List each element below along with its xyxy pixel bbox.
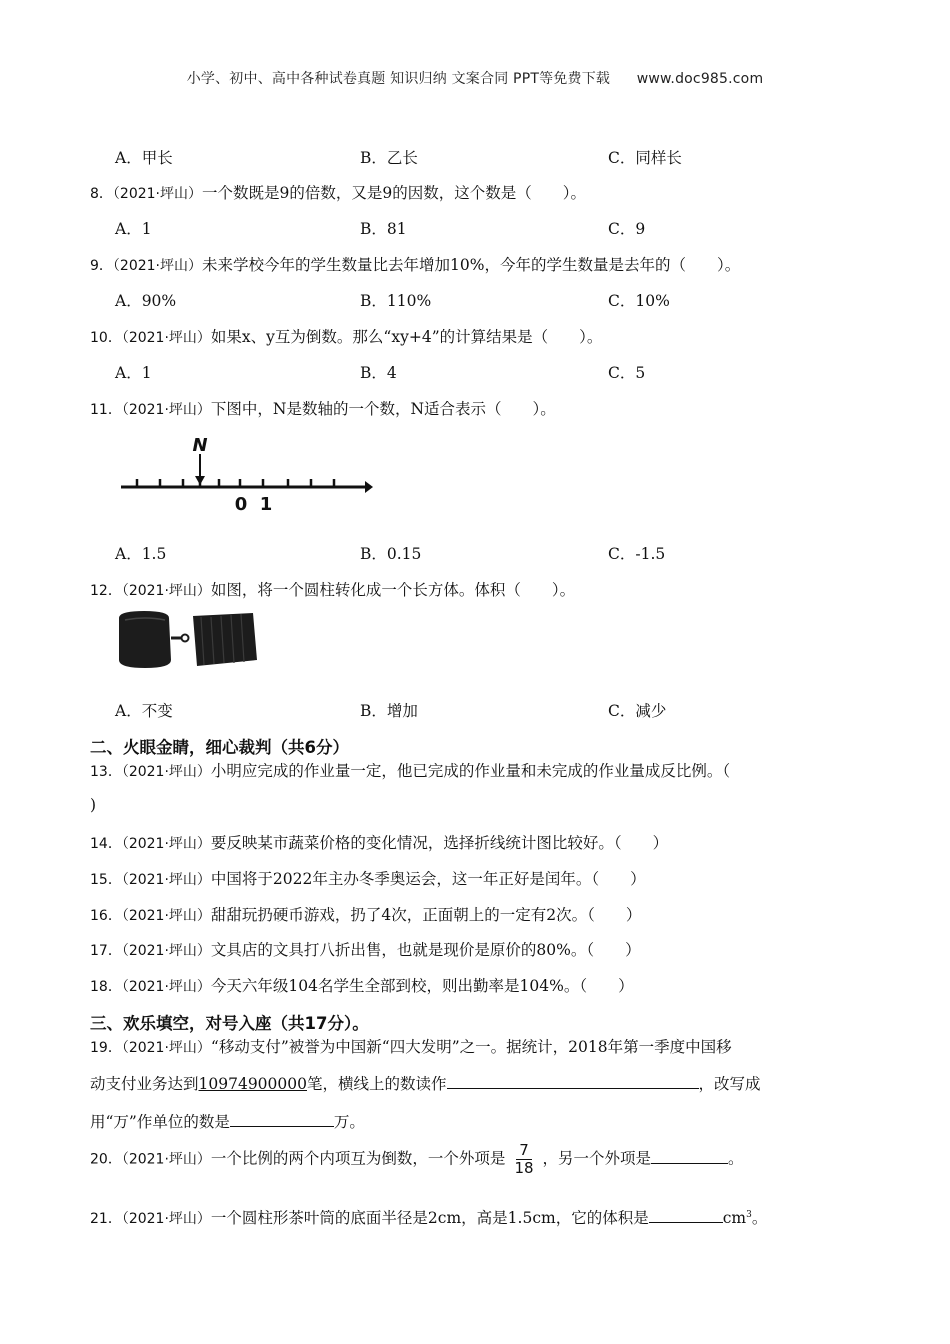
q10-options (115, 361, 815, 383)
question-12 (90, 578, 575, 600)
unit-cm: cm (722, 1209, 747, 1227)
label-zero: 0 (234, 494, 248, 515)
question-21 (90, 1206, 767, 1228)
question-13-continued (90, 796, 96, 814)
question-text: 今天六年级104名学生全部到校，则出勤率是104%。（ ） (210, 977, 634, 995)
question-text: 要反映某市蔬菜价格的变化情况，选择折线统计图比较好。（ ） (210, 834, 669, 852)
option-a: A．1 (115, 220, 152, 238)
question-19 (90, 1035, 732, 1057)
option-c: C．减少 (608, 702, 667, 720)
q7-options (115, 146, 815, 168)
question-source: （2021·坪山） (121, 1211, 211, 1227)
option-c: C．-1.5 (608, 545, 666, 563)
label-one: 1 (259, 494, 273, 515)
question-source: （2021·坪山） (121, 402, 211, 418)
question-text: 下图中，N是数轴的一个数，N适合表示（ ）。 (210, 400, 556, 418)
question-number: 16． (90, 908, 122, 924)
option-c: C．同样长 (608, 149, 682, 167)
header-site-link[interactable]: www.doc985.com (636, 71, 764, 87)
question-13 (90, 759, 730, 781)
unit-exponent: 3 (746, 1209, 752, 1220)
option-b: B．81 (360, 220, 407, 238)
option-c: C．5 (608, 364, 646, 382)
option-c: C．9 (608, 220, 646, 238)
question-number: 15． (90, 872, 122, 888)
answer-blank-outer-term[interactable] (651, 1147, 728, 1164)
option-b: B．4 (360, 364, 397, 382)
n-pointer-arrowhead-icon (195, 476, 205, 485)
question-source: （2021·坪山） (112, 186, 203, 202)
question-text: ，改写成 (698, 1075, 761, 1093)
answer-paren-close: ) (90, 796, 97, 814)
number-line-arrow-icon (365, 481, 373, 493)
question-number: 19． (90, 1040, 122, 1056)
question-14 (90, 831, 668, 853)
question-text: 用“万”作单位的数是 (90, 1113, 230, 1131)
question-text: 如果x、y互为倒数。那么“xy+4”的计算结果是（ ）。 (210, 328, 603, 346)
question-source: （2021·坪山） (121, 1040, 211, 1056)
question-17 (90, 938, 641, 960)
option-a: A．1.5 (115, 545, 167, 563)
fraction-denominator: 18 (514, 1159, 534, 1177)
option-a: A．不变 (115, 702, 173, 720)
question-19-line-3 (90, 1110, 365, 1132)
cylinder-shape (119, 611, 171, 668)
question-source: （2021·坪山） (121, 872, 211, 888)
question-text: 一个比例的两个内项互为倒数，一个外项是 (210, 1149, 506, 1168)
number-line-figure (115, 430, 380, 520)
q9-options (115, 289, 815, 311)
page-header (0, 68, 950, 88)
question-11 (90, 397, 556, 419)
question-source: （2021·坪山） (121, 836, 211, 852)
section-3-title: 三、欢乐填空，对号入座（共17分）。 (90, 1014, 369, 1033)
question-source: （2021·坪山） (121, 764, 211, 780)
question-text: 甜甜玩扔硬币游戏，扔了4次，正面朝上的一定有2次。（ ） (210, 906, 642, 924)
fraction-7-18 (511, 1142, 536, 1177)
cylinder-to-cuboid-figure (115, 608, 265, 673)
question-text: 一个圆柱形茶叶筒的底面半径是2cm，高是1.5cm，它的体积是 (210, 1209, 649, 1227)
question-19-line-2 (90, 1072, 761, 1094)
option-a: A．甲长 (115, 149, 173, 167)
question-source: （2021·坪山） (121, 583, 211, 599)
question-text: 。 (751, 1209, 768, 1227)
question-number: 10． (90, 330, 122, 346)
question-9 (90, 253, 740, 275)
question-source: （2021·坪山） (121, 1151, 211, 1168)
option-a: A．1 (115, 364, 152, 382)
question-source: （2021·坪山） (121, 908, 211, 924)
question-15 (90, 867, 646, 889)
question-number: 11． (90, 402, 122, 418)
question-number: 14． (90, 836, 122, 852)
question-16 (90, 903, 641, 925)
question-number: 13． (90, 764, 122, 780)
answer-blank-read[interactable] (447, 1072, 699, 1089)
q12-options (115, 699, 815, 721)
answer-blank-volume[interactable] (649, 1206, 723, 1223)
option-a: A．90% (115, 292, 177, 310)
option-b: B．0.15 (360, 545, 422, 563)
question-number: 8． (90, 186, 113, 202)
question-text: 未来学校今年的学生数量比去年增加10%，今年的学生数量是去年的（ ）。 (202, 256, 741, 274)
transform-arrow-dot-icon (182, 635, 189, 642)
question-text: ，另一个外项是 (542, 1149, 652, 1168)
question-number: 12． (90, 583, 122, 599)
header-text: 小学、初中、高中各种试卷真题 知识归纳 文案合同 PPT等免费下载 (186, 71, 611, 87)
option-b: B．增加 (360, 702, 418, 720)
question-text: 如图，将一个圆柱转化成一个长方体。体积（ ）。 (210, 581, 576, 599)
underlined-number: 10974900000 (198, 1075, 307, 1093)
question-number: 20． (90, 1151, 122, 1168)
section-2-title: 二、火眼金睛，细心裁判（共6分） (90, 738, 349, 757)
option-c: C．10% (608, 292, 670, 310)
label-n: N (192, 435, 208, 456)
question-text: 文具店的文具打八折出售，也就是现价是原价的80%。（ ） (210, 941, 641, 959)
question-text: 笔，横线上的数读作 (307, 1075, 447, 1093)
question-text: 一个数既是9的倍数，又是9的因数，这个数是（ ）。 (202, 184, 586, 202)
question-number: 21． (90, 1211, 122, 1227)
question-18 (90, 974, 634, 996)
question-10 (90, 325, 602, 347)
question-source: （2021·坪山） (121, 943, 211, 959)
question-text: 小明应完成的作业量一定，他已完成的作业量和未完成的作业量成反比例。（ (210, 762, 731, 780)
answer-blank-wan[interactable] (230, 1110, 334, 1127)
question-source: （2021·坪山） (121, 330, 211, 346)
question-number: 9． (90, 258, 113, 274)
question-text: 。 (728, 1149, 744, 1168)
question-8 (90, 181, 586, 203)
q8-options (115, 217, 815, 239)
option-b: B．110% (360, 292, 432, 310)
question-number: 17． (90, 943, 122, 959)
question-text: “移动支付”被誉为中国新“四大发明”之一。据统计，2018年第一季度中国移 (210, 1038, 732, 1056)
question-source: （2021·坪山） (112, 258, 203, 274)
question-text: 万。 (333, 1113, 365, 1131)
question-number: 18． (90, 979, 122, 995)
question-20 (90, 1142, 744, 1177)
option-b: B．乙长 (360, 149, 418, 167)
question-text: 动支付业务达到 (90, 1075, 199, 1093)
cuboid-shape (193, 613, 257, 666)
question-source: （2021·坪山） (121, 979, 211, 995)
fraction-numerator: 7 (516, 1142, 532, 1160)
question-text: 中国将于2022年主办冬季奥运会，这一年正好是闰年。（ ） (210, 870, 646, 888)
q11-options (115, 542, 815, 564)
